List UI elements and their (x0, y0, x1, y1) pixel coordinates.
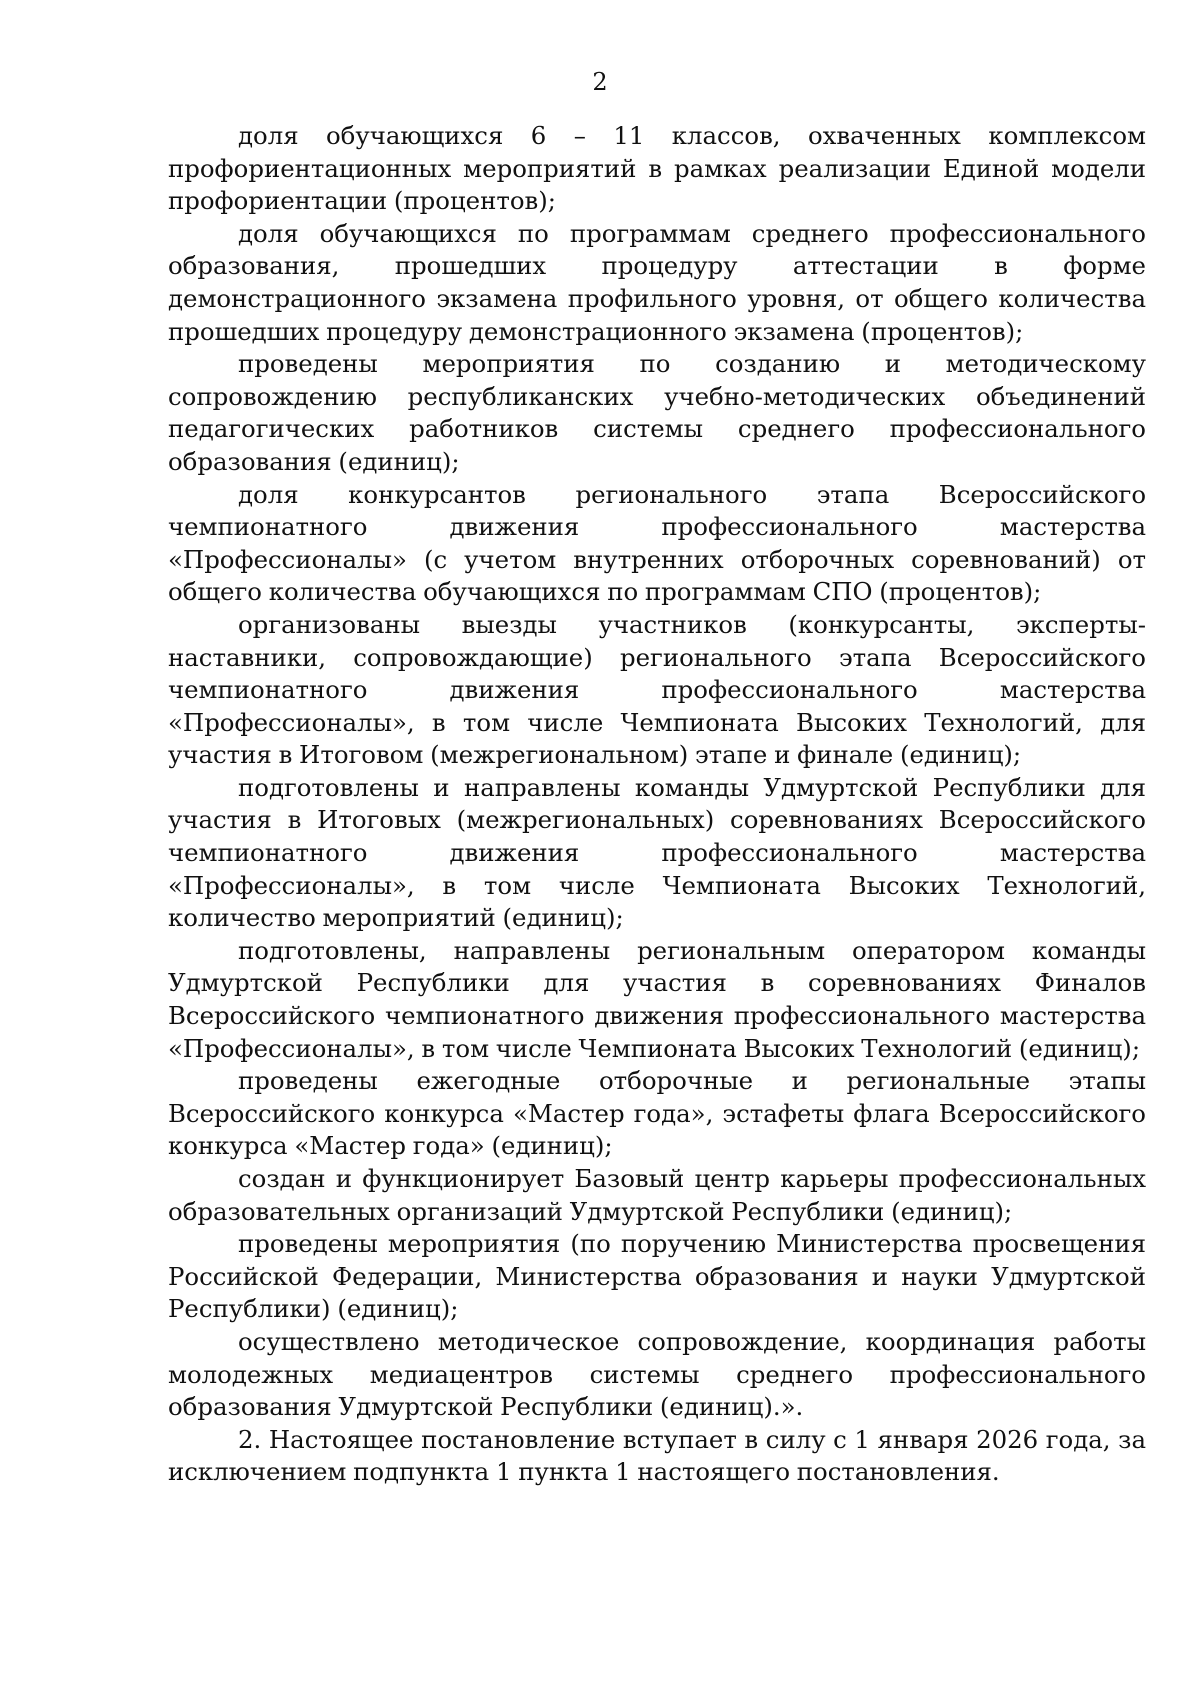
paragraph: осуществлено методическое сопровождение, координация работы молодежных медиацентров системы среднего профессионального образования Удмуртской Республики (единиц).». (168, 1326, 1146, 1422)
paragraph: проведены мероприятия (по поручению Министерства просвещения Российской Федерации, Министерства образования и науки Удмуртской Республики) (единиц); (168, 1229, 1146, 1324)
effective-date-clause: 2. Настоящее постановление вступает в силу с 1 января 2026 года, за исключением подпункта 1 пункта 1 настоящего постановления. (168, 1424, 1146, 1487)
paragraph: подготовлены и направлены команды Удмуртской Республики для участия в Итоговых (межрегиональных) соревнованиях Всероссийского чемпионатного движения профессионального мастерства «Профессионалы», в том числе Чемпионата Высоких Технологий, количество мероприятий (единиц); (168, 772, 1146, 933)
document-body (168, 120, 1146, 1489)
page-number: 2 (592, 68, 608, 96)
paragraph: доля обучающихся по программам среднего профессионального образования, прошедших процедуру аттестации в форме демонстрационного экзамена профильного уровня, от общего количества прошедших процедуру демонстрационного экзамена (процентов); (168, 218, 1146, 346)
paragraph: подготовлены, направлены региональным оператором команды Удмуртской Республики для участия в соревнованиях Финалов Всероссийского чемпионатного движения профессионального мастерства «Профессионалы», в том числе Чемпионата Высоких Технологий (единиц); (168, 935, 1146, 1063)
paragraph: организованы выезды участников (конкурсанты, эксперты-наставники, сопровождающие) регионального этапа Всероссийского чемпионатного движения профессионального мастерства «Профессионалы», в том числе Чемпионата Высоких Технологий, для участия в Итоговом (межрегиональном) этапе и финале (единиц); (168, 609, 1146, 770)
paragraph: доля обучающихся 6 – 11 классов, охваченных комплексом профориентационных мероприятий в рамках реализации Единой модели профориентации (процентов); (168, 121, 1146, 216)
paragraph: создан и функционирует Базовый центр карьеры профессиональных образовательных организаций Удмуртской Республики (единиц); (168, 1164, 1146, 1226)
paragraph: доля конкурсантов регионального этапа Всероссийского чемпионатного движения профессионального мастерства «Профессионалы» (с учетом внутренних отборочных соревнований) от общего количества обучающихся по программам СПО (процентов); (168, 479, 1146, 607)
paragraph: проведены ежегодные отборочные и региональные этапы Всероссийского конкурса «Мастер года», эстафеты флага Всероссийского конкурса «Мастер года» (единиц); (168, 1066, 1146, 1161)
paragraph: проведены мероприятия по созданию и методическому сопровождению республиканских учебно-методических объединений педагогических работников системы среднего профессионального образования (единиц); (168, 349, 1146, 476)
